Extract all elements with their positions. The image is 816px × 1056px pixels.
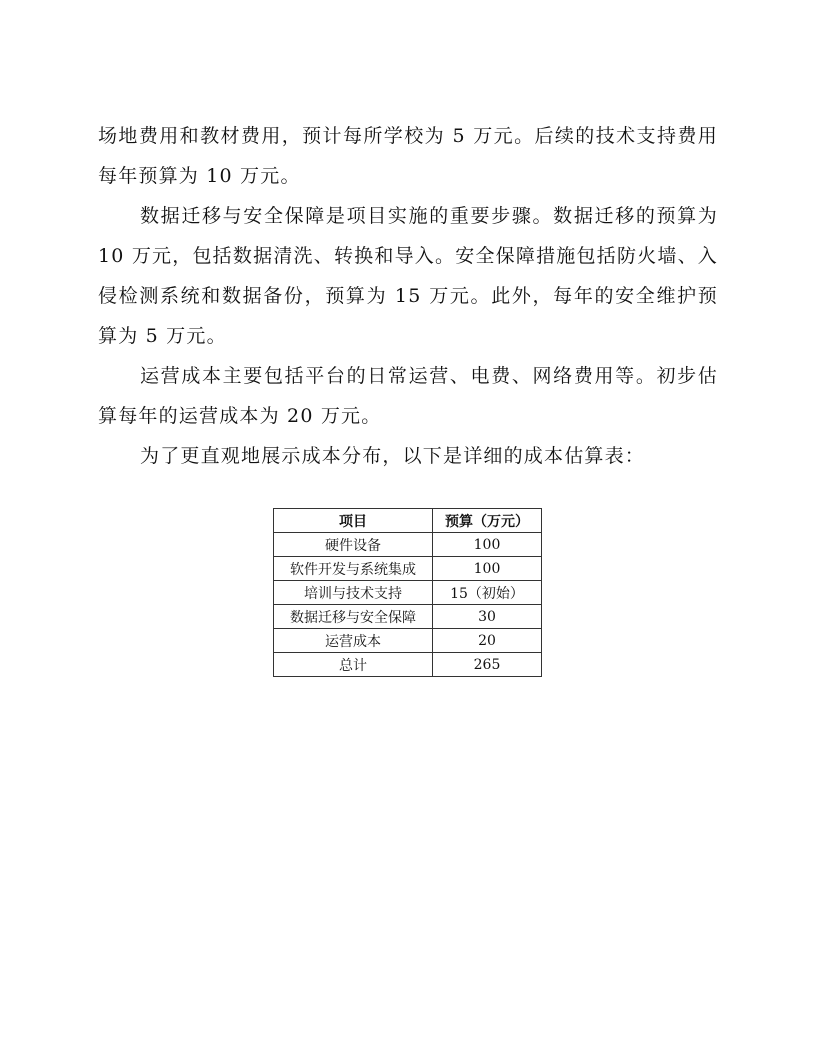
body-text xyxy=(98,116,718,476)
cell-item: 软件开发与系统集成 xyxy=(274,557,433,581)
header-budget: 预算（万元） xyxy=(433,509,542,533)
paragraph-data-migration: 数据迁移与安全保障是项目实施的重要步骤。数据迁移的预算为 10 万元，包括数据清洗、转换和导入。安全保障措施包括防火墙、入侵检测系统和数据备份，预算为 15 万元。此外，每年的安全维护预算为 5 万元。 xyxy=(98,205,718,347)
table-header-row xyxy=(274,509,542,533)
cell-item: 总计 xyxy=(274,653,433,677)
table-row xyxy=(274,605,542,629)
cell-budget: 15（初始） xyxy=(433,581,542,605)
cost-estimate-table xyxy=(273,508,542,677)
cell-budget: 20 xyxy=(433,629,542,653)
cell-budget: 30 xyxy=(433,605,542,629)
cell-item: 运营成本 xyxy=(274,629,433,653)
table-row xyxy=(274,581,542,605)
paragraph-operating-cost: 运营成本主要包括平台的日常运营、电费、网络费用等。初步估算每年的运营成本为 20 万元。 xyxy=(98,365,718,427)
header-item: 项目 xyxy=(274,509,433,533)
table-row xyxy=(274,533,542,557)
cell-item: 数据迁移与安全保障 xyxy=(274,605,433,629)
table-row-total xyxy=(274,653,542,677)
paragraph-table-intro: 为了更直观地展示成本分布，以下是详细的成本估算表： xyxy=(140,445,646,467)
cell-item: 硬件设备 xyxy=(274,533,433,557)
cell-budget: 265 xyxy=(433,653,542,677)
table-row xyxy=(274,557,542,581)
table-row xyxy=(274,629,542,653)
paragraph-continuation: 场地费用和教材费用，预计每所学校为 5 万元。后续的技术支持费用每年预算为 10 万元。 xyxy=(98,125,718,187)
cell-budget: 100 xyxy=(433,557,542,581)
cell-item: 培训与技术支持 xyxy=(274,581,433,605)
cell-budget: 100 xyxy=(433,533,542,557)
cost-table-container xyxy=(273,508,542,677)
